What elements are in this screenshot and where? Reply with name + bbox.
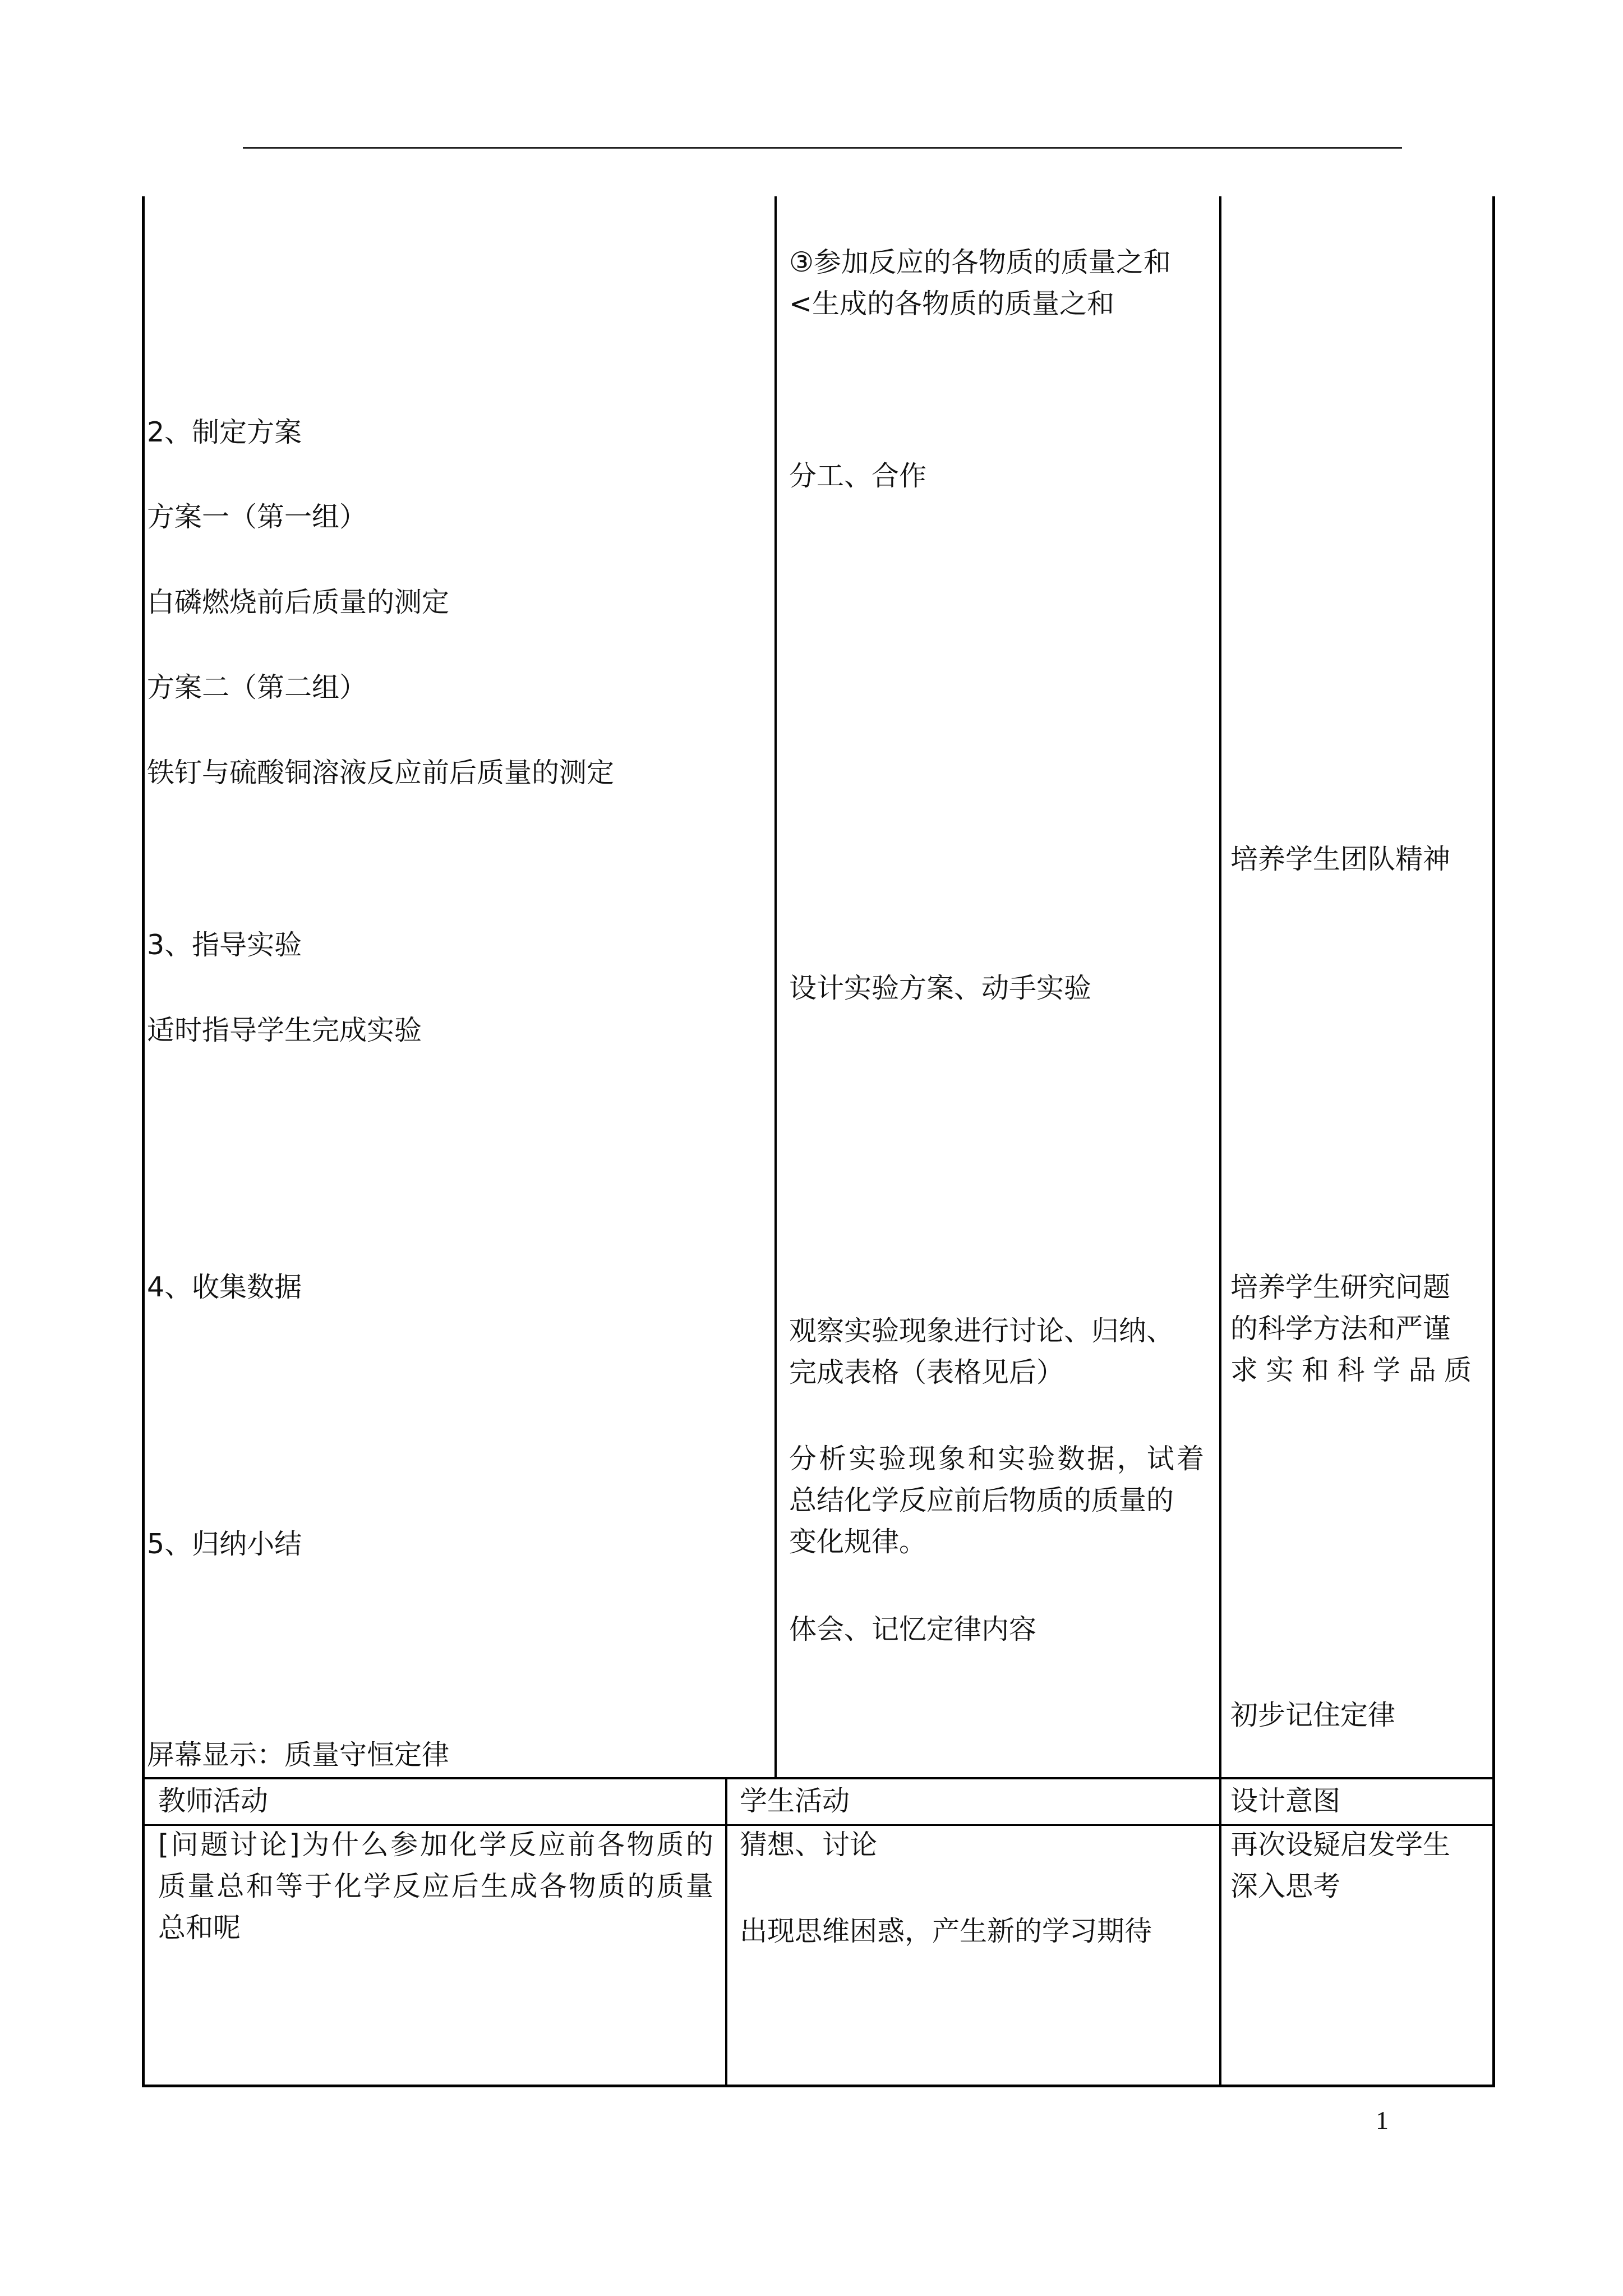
collect-step-heading: 4、收集数据: [147, 1271, 302, 1303]
plan-two: 方案二（第二组）: [147, 671, 367, 703]
table-border-right: [1492, 196, 1495, 2087]
table-border-left: [142, 196, 145, 2087]
header-teacher-activity: 教师活动: [158, 1785, 269, 1817]
observe-line-2: 完成表格（表格见后）: [789, 1356, 1064, 1388]
guide-step-detail: 适时指导学生完成实验: [147, 1014, 422, 1046]
design-team-spirit: 培养学生团队精神: [1230, 843, 1451, 875]
upper-col-divider-1: [774, 196, 777, 1778]
design-inspire-line-1: 再次设疑启发学生: [1230, 1829, 1451, 1861]
header-design-intent: 设计意图: [1230, 1785, 1341, 1817]
plan-one: 方案一（第一组）: [147, 501, 367, 533]
design-research-line-1: 培养学生研究问题: [1230, 1271, 1451, 1303]
memorize-law: 体会、记忆定律内容: [789, 1613, 1037, 1645]
plan-two-detail: 铁钉与硫酸铜溶液反应前后质量的测定: [147, 757, 615, 789]
plan-step-heading: 2、制定方案: [147, 416, 302, 448]
design-remember-law: 初步记住定律: [1230, 1699, 1396, 1731]
guide-step-heading: 3、指导实验: [147, 929, 302, 961]
discussion-line-2: 质量总和等于化学反应后生成各物质的质量: [158, 1870, 713, 1902]
col-divider-2: [1219, 196, 1221, 2087]
page-number: 1: [1376, 2106, 1389, 2134]
design-inspire-line-2: 深入思考: [1230, 1870, 1341, 1902]
analyze-line-1: 分析实验现象和实验数据，试着: [789, 1443, 1204, 1475]
design-research-line-3: 求实和科学品质: [1230, 1354, 1472, 1386]
discussion-line-3: 总和呢: [158, 1912, 241, 1944]
student-confusion: 出现思维困惑，产生新的学习期待: [740, 1915, 1152, 1947]
screen-display: 屏幕显示：质量守恒定律: [147, 1739, 450, 1771]
student-teamwork: 分工、合作: [789, 460, 927, 492]
discussion-line-1: [问题讨论]为什么参加化学反应前各物质的: [158, 1829, 713, 1861]
hypothesis-three-line-2: <生成的各物质的质量之和: [789, 288, 1115, 320]
hypothesis-three-line-1: ③参加反应的各物质的质量之和: [789, 246, 1171, 278]
table-border-bottom: [142, 2085, 1495, 2087]
analyze-line-2: 总结化学反应前后物质的质量的: [789, 1484, 1174, 1516]
header-rule: [243, 147, 1402, 149]
student-experiment: 设计实验方案、动手实验: [789, 972, 1092, 1004]
header-student-activity: 学生活动: [740, 1785, 850, 1817]
student-guess: 猜想、讨论: [740, 1829, 878, 1861]
observe-line-1: 观察实验现象进行讨论、归纳、: [789, 1315, 1174, 1347]
header-row-top: [142, 1777, 1495, 1779]
summary-step-heading: 5、归纳小结: [147, 1528, 302, 1560]
design-research-line-2: 的科学方法和严谨: [1230, 1313, 1451, 1345]
header-row-bottom: [142, 1824, 1495, 1826]
plan-one-detail: 白磷燃烧前后质量的测定: [147, 586, 450, 618]
analyze-line-3: 变化规律。: [789, 1526, 927, 1558]
